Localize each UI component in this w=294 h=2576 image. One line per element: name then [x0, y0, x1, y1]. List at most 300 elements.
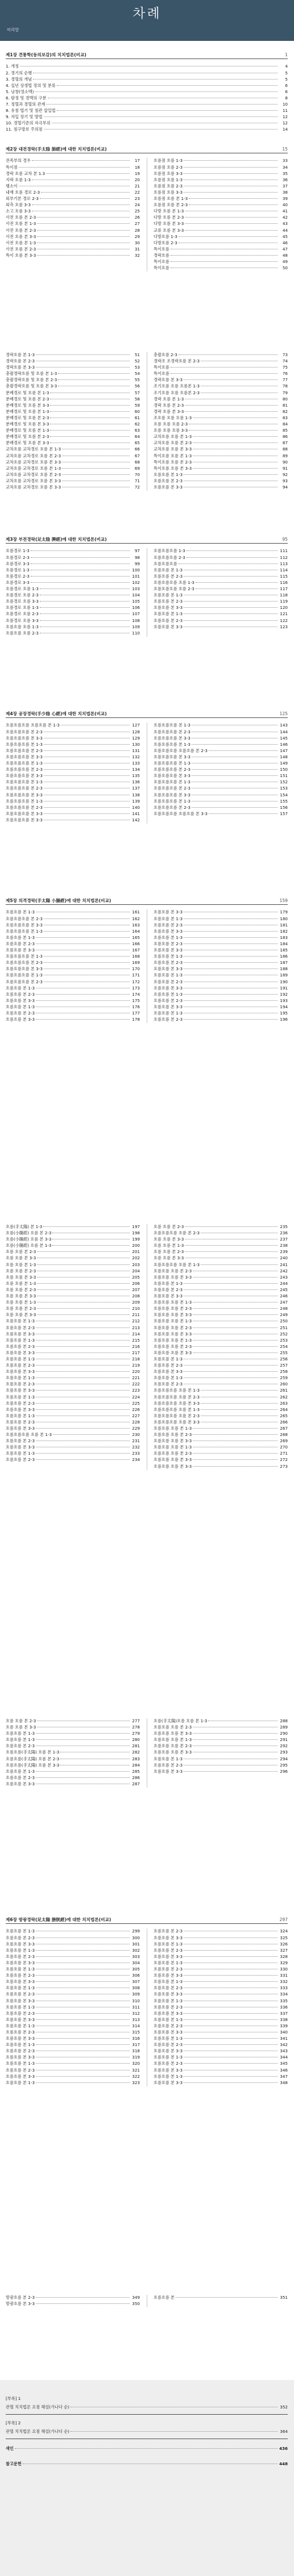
toc-entry[interactable]: [154, 383, 288, 390]
toc-entry[interactable]: [6, 120, 288, 127]
toc-entry[interactable]: [6, 1375, 140, 1381]
toc-entry[interactable]: [154, 960, 288, 966]
toc-entry[interactable]: [6, 1293, 140, 1300]
toc-entry[interactable]: [6, 916, 140, 922]
toc-entry[interactable]: [6, 1451, 140, 1457]
toc-entry[interactable]: [154, 1743, 288, 1750]
toc-entry[interactable]: [154, 723, 288, 729]
toc-entry[interactable]: [154, 485, 288, 491]
toc-entry[interactable]: [154, 786, 288, 792]
toc-entry[interactable]: [154, 805, 288, 811]
toc-entry[interactable]: [154, 1426, 288, 1432]
toc-entry[interactable]: [154, 909, 288, 916]
toc-entry[interactable]: [154, 371, 288, 377]
toc-entry[interactable]: [6, 548, 140, 554]
toc-entry[interactable]: [154, 1312, 288, 1318]
toc-entry[interactable]: [6, 177, 140, 183]
toc-entry[interactable]: [154, 1451, 288, 1457]
toc-entry[interactable]: [6, 228, 140, 234]
toc-entry[interactable]: [154, 599, 288, 605]
toc-entry[interactable]: [6, 748, 140, 754]
toc-entry[interactable]: [6, 1438, 140, 1444]
toc-entry[interactable]: [6, 2048, 140, 2055]
toc-entry[interactable]: [6, 1356, 140, 1363]
toc-entry[interactable]: [6, 1769, 140, 1775]
toc-entry[interactable]: [6, 1331, 140, 1338]
toc-entry[interactable]: [154, 916, 288, 922]
toc-entry[interactable]: [6, 1756, 140, 1763]
toc-entry[interactable]: [6, 365, 140, 371]
toc-entry[interactable]: [6, 127, 288, 133]
toc-entry[interactable]: [6, 421, 140, 428]
toc-entry[interactable]: [6, 611, 140, 617]
toc-entry[interactable]: [154, 624, 288, 631]
toc-entry[interactable]: [6, 555, 140, 561]
toc-entry[interactable]: [6, 1725, 140, 1731]
toc-entry[interactable]: [6, 1967, 140, 1973]
toc-entry[interactable]: [154, 240, 288, 247]
toc-entry[interactable]: [154, 922, 288, 929]
toc-entry[interactable]: [154, 1750, 288, 1756]
chapter-5-title[interactable]: [6, 898, 288, 905]
toc-entry[interactable]: [154, 202, 288, 208]
toc-entry[interactable]: [6, 1407, 140, 1413]
toc-entry[interactable]: [6, 240, 140, 247]
toc-entry[interactable]: [6, 358, 140, 365]
toc-entry[interactable]: [154, 1369, 288, 1375]
toc-entry[interactable]: [154, 779, 288, 786]
toc-entry[interactable]: [154, 1224, 288, 1230]
toc-entry[interactable]: [6, 1275, 140, 1281]
toc-entry[interactable]: [6, 1262, 140, 1268]
toc-entry[interactable]: [154, 1725, 288, 1731]
toc-entry[interactable]: [154, 761, 288, 767]
toc-entry[interactable]: [6, 1973, 140, 1979]
toc-entry[interactable]: [154, 358, 288, 365]
toc-entry[interactable]: [154, 158, 288, 164]
toc-entry[interactable]: [154, 2030, 288, 2036]
toc-entry[interactable]: [154, 440, 288, 446]
toc-entry[interactable]: [6, 2011, 140, 2017]
toc-entry[interactable]: [154, 265, 288, 272]
toc-entry[interactable]: [154, 1300, 288, 1306]
toc-entry[interactable]: [154, 434, 288, 440]
toc-entry[interactable]: [154, 1985, 288, 1992]
toc-entry[interactable]: [6, 202, 140, 208]
toc-entry[interactable]: [154, 415, 288, 421]
toc-entry[interactable]: [6, 390, 140, 396]
toc-entry[interactable]: [154, 1979, 288, 1985]
toc-entry[interactable]: [6, 2023, 140, 2030]
toc-entry[interactable]: [6, 817, 140, 824]
toc-entry[interactable]: [6, 377, 140, 383]
toc-entry[interactable]: [154, 1325, 288, 1331]
toc-entry[interactable]: [6, 2429, 288, 2437]
toc-entry[interactable]: [154, 1998, 288, 2005]
toc-entry[interactable]: [6, 998, 140, 1004]
toc-entry[interactable]: [6, 1369, 140, 1375]
toc-entry[interactable]: [6, 171, 140, 177]
toc-entry[interactable]: [154, 1928, 288, 1935]
toc-entry[interactable]: [154, 177, 288, 183]
toc-entry[interactable]: [6, 2042, 140, 2048]
toc-entry[interactable]: [154, 453, 288, 460]
toc-entry[interactable]: [6, 1948, 140, 1954]
toc-entry[interactable]: [154, 247, 288, 253]
toc-entry[interactable]: [6, 453, 140, 460]
toc-entry[interactable]: [6, 1338, 140, 1344]
toc-entry[interactable]: [154, 966, 288, 972]
toc-entry[interactable]: [6, 935, 140, 941]
toc-entry[interactable]: [154, 972, 288, 979]
toc-entry[interactable]: [6, 1718, 140, 1725]
toc-entry[interactable]: [154, 1237, 288, 1243]
toc-entry[interactable]: [6, 992, 140, 998]
toc-entry[interactable]: [154, 754, 288, 761]
toc-entry[interactable]: [6, 190, 140, 196]
toc-entry[interactable]: [154, 736, 288, 742]
toc-entry[interactable]: [6, 736, 140, 742]
toc-entry[interactable]: [6, 1306, 140, 1312]
toc-entry[interactable]: [6, 1287, 140, 1293]
toc-entry[interactable]: [154, 1769, 288, 1775]
toc-entry[interactable]: [154, 1287, 288, 1293]
toc-entry[interactable]: [154, 1011, 288, 1017]
toc-entry[interactable]: [154, 555, 288, 561]
toc-entry[interactable]: [6, 165, 140, 171]
toc-entry[interactable]: [6, 247, 140, 253]
toc-entry[interactable]: [154, 472, 288, 478]
toc-entry[interactable]: [6, 1255, 140, 1262]
toc-entry[interactable]: [6, 1737, 140, 1743]
toc-entry[interactable]: [6, 196, 140, 202]
toc-entry[interactable]: [154, 2005, 288, 2011]
toc-entry[interactable]: [6, 460, 140, 466]
toc-entry[interactable]: [6, 208, 140, 215]
toc-entry[interactable]: [6, 2055, 140, 2061]
toc-entry[interactable]: [154, 1262, 288, 1268]
toc-entry[interactable]: [154, 1350, 288, 1356]
toc-entry[interactable]: [154, 1992, 288, 1998]
toc-entry[interactable]: [6, 1979, 140, 1985]
toc-entry[interactable]: [154, 1306, 288, 1312]
toc-entry[interactable]: [6, 1388, 140, 1394]
toc-entry[interactable]: [6, 586, 140, 592]
toc-entry[interactable]: [154, 403, 288, 409]
toc-entry[interactable]: [154, 748, 288, 754]
toc-entry[interactable]: [6, 89, 288, 95]
toc-entry[interactable]: [154, 1344, 288, 1350]
toc-entry[interactable]: [154, 183, 288, 190]
toc-entry[interactable]: [6, 1928, 140, 1935]
toc-entry[interactable]: [154, 773, 288, 779]
toc-entry[interactable]: [6, 2446, 288, 2454]
toc-entry[interactable]: [6, 352, 140, 358]
toc-entry[interactable]: [154, 352, 288, 358]
toc-entry[interactable]: [6, 1781, 140, 1788]
toc-entry[interactable]: [6, 466, 140, 472]
toc-entry[interactable]: [154, 1413, 288, 1419]
toc-entry[interactable]: [154, 998, 288, 1004]
toc-entry[interactable]: [154, 2042, 288, 2048]
toc-entry[interactable]: [154, 446, 288, 453]
toc-entry[interactable]: [154, 1737, 288, 1743]
toc-entry[interactable]: [154, 478, 288, 485]
toc-entry[interactable]: [154, 1381, 288, 1388]
toc-entry[interactable]: [6, 561, 140, 567]
toc-entry[interactable]: [6, 221, 140, 227]
toc-entry[interactable]: [6, 754, 140, 761]
toc-entry[interactable]: [6, 409, 140, 415]
toc-entry[interactable]: [6, 580, 140, 586]
toc-entry[interactable]: [154, 1464, 288, 1470]
toc-entry[interactable]: [154, 729, 288, 736]
toc-entry[interactable]: [6, 2030, 140, 2036]
toc-entry[interactable]: [154, 742, 288, 748]
toc-entry[interactable]: [6, 960, 140, 966]
toc-entry[interactable]: [154, 1718, 288, 1725]
toc-entry[interactable]: [154, 548, 288, 554]
toc-entry[interactable]: [6, 1281, 140, 1287]
toc-entry[interactable]: [154, 574, 288, 580]
toc-entry[interactable]: [154, 592, 288, 599]
toc-entry[interactable]: [154, 234, 288, 240]
toc-entry[interactable]: [6, 2036, 140, 2042]
toc-entry[interactable]: [6, 95, 288, 102]
toc-entry[interactable]: [154, 1438, 288, 1444]
toc-entry[interactable]: [154, 986, 288, 992]
toc-entry[interactable]: [154, 1268, 288, 1275]
toc-entry[interactable]: [6, 215, 140, 221]
toc-entry[interactable]: [6, 2074, 140, 2080]
toc-entry[interactable]: [6, 773, 140, 779]
toc-entry[interactable]: [6, 909, 140, 916]
toc-entry[interactable]: [154, 1432, 288, 1438]
toc-entry[interactable]: [154, 2011, 288, 2017]
toc-entry[interactable]: [6, 1350, 140, 1356]
toc-entry[interactable]: [154, 253, 288, 259]
toc-entry[interactable]: [6, 2080, 140, 2086]
toc-entry[interactable]: [6, 234, 140, 240]
toc-entry[interactable]: [6, 1413, 140, 1419]
toc-entry[interactable]: [154, 954, 288, 960]
toc-entry[interactable]: [6, 2295, 140, 2301]
toc-entry[interactable]: [6, 1249, 140, 1255]
toc-entry[interactable]: [154, 1243, 288, 1249]
toc-entry[interactable]: [6, 253, 140, 259]
toc-entry[interactable]: [6, 1363, 140, 1369]
toc-entry[interactable]: [154, 561, 288, 567]
toc-entry[interactable]: [6, 1731, 140, 1737]
toc-entry[interactable]: [6, 1942, 140, 1948]
toc-entry[interactable]: [6, 786, 140, 792]
toc-entry[interactable]: [154, 1935, 288, 1942]
toc-entry[interactable]: [154, 171, 288, 177]
toc-entry[interactable]: [6, 77, 288, 83]
toc-entry[interactable]: [6, 1954, 140, 1960]
chapter-3-title[interactable]: [6, 537, 288, 544]
toc-entry[interactable]: [154, 377, 288, 383]
toc-entry[interactable]: [6, 811, 140, 817]
toc-entry[interactable]: [6, 742, 140, 748]
toc-entry[interactable]: [154, 2023, 288, 2030]
toc-entry[interactable]: [154, 1004, 288, 1011]
toc-entry[interactable]: [154, 2061, 288, 2067]
toc-entry[interactable]: [6, 1985, 140, 1992]
toc-entry[interactable]: [6, 1960, 140, 1967]
toc-entry[interactable]: [6, 922, 140, 929]
toc-entry[interactable]: [6, 2068, 140, 2074]
toc-entry[interactable]: [6, 114, 288, 120]
toc-entry[interactable]: [154, 1017, 288, 1023]
chapter-6-title[interactable]: [6, 1917, 288, 1924]
toc-entry[interactable]: [154, 947, 288, 954]
toc-entry[interactable]: [154, 1375, 288, 1381]
toc-entry[interactable]: [154, 1293, 288, 1300]
toc-entry[interactable]: [6, 1457, 140, 1463]
toc-entry[interactable]: [6, 979, 140, 986]
chapter-2-title[interactable]: [6, 147, 288, 153]
toc-entry[interactable]: [154, 567, 288, 574]
toc-entry[interactable]: [6, 1426, 140, 1432]
toc-entry[interactable]: [154, 1954, 288, 1960]
toc-entry[interactable]: [154, 1973, 288, 1979]
toc-entry[interactable]: [6, 941, 140, 947]
toc-entry[interactable]: [6, 1300, 140, 1306]
toc-entry[interactable]: [154, 799, 288, 805]
toc-entry[interactable]: [6, 605, 140, 611]
toc-entry[interactable]: [154, 586, 288, 592]
toc-entry[interactable]: [6, 403, 140, 409]
toc-entry[interactable]: [6, 779, 140, 786]
toc-entry[interactable]: [154, 1967, 288, 1973]
toc-entry[interactable]: [6, 723, 140, 729]
toc-entry[interactable]: [154, 2017, 288, 2023]
toc-entry[interactable]: [6, 1381, 140, 1388]
toc-entry[interactable]: [154, 466, 288, 472]
toc-entry[interactable]: [154, 1388, 288, 1394]
chapter-4-title[interactable]: [6, 711, 288, 718]
toc-entry[interactable]: [154, 1407, 288, 1413]
toc-entry[interactable]: [6, 108, 288, 114]
toc-entry[interactable]: [6, 966, 140, 972]
toc-entry[interactable]: [6, 631, 140, 637]
toc-entry[interactable]: [154, 221, 288, 227]
toc-entry[interactable]: [6, 415, 140, 421]
toc-entry[interactable]: [6, 2017, 140, 2023]
toc-entry[interactable]: [154, 605, 288, 611]
toc-entry[interactable]: [6, 371, 140, 377]
toc-entry[interactable]: [6, 1318, 140, 1325]
toc-entry[interactable]: [154, 1356, 288, 1363]
toc-entry[interactable]: [154, 1275, 288, 1281]
toc-entry[interactable]: [154, 208, 288, 215]
toc-entry[interactable]: [154, 1249, 288, 1255]
toc-entry[interactable]: [154, 1338, 288, 1344]
toc-entry[interactable]: [6, 2061, 140, 2067]
toc-entry[interactable]: [6, 567, 140, 574]
toc-entry[interactable]: [154, 611, 288, 617]
toc-entry[interactable]: [6, 2420, 288, 2429]
toc-entry[interactable]: [6, 485, 140, 491]
toc-entry[interactable]: [154, 1763, 288, 1769]
toc-entry[interactable]: [154, 1281, 288, 1287]
toc-entry[interactable]: [154, 1255, 288, 1262]
toc-entry[interactable]: [154, 409, 288, 415]
toc-entry[interactable]: [6, 2301, 140, 2307]
toc-entry[interactable]: [154, 460, 288, 466]
chapter-1-title[interactable]: [6, 52, 288, 59]
toc-entry[interactable]: [6, 1395, 140, 1401]
toc-entry[interactable]: [6, 767, 140, 773]
toc-entry[interactable]: [6, 2461, 288, 2470]
toc-entry[interactable]: [6, 472, 140, 478]
toc-entry[interactable]: [6, 574, 140, 580]
toc-entry[interactable]: [6, 1432, 140, 1438]
toc-entry[interactable]: [6, 929, 140, 935]
toc-entry[interactable]: [6, 1230, 140, 1237]
toc-entry[interactable]: [154, 618, 288, 624]
toc-entry[interactable]: [154, 2074, 288, 2080]
toc-entry[interactable]: [6, 1935, 140, 1942]
toc-entry[interactable]: [154, 1401, 288, 1407]
toc-entry[interactable]: [6, 599, 140, 605]
toc-entry[interactable]: [154, 1395, 288, 1401]
toc-entry[interactable]: [154, 811, 288, 817]
toc-entry[interactable]: [154, 1457, 288, 1463]
toc-entry[interactable]: [154, 1444, 288, 1451]
toc-entry[interactable]: [154, 992, 288, 998]
toc-entry[interactable]: [154, 580, 288, 586]
toc-entry[interactable]: [6, 1312, 140, 1318]
toc-entry[interactable]: [6, 440, 140, 446]
toc-entry[interactable]: [6, 1419, 140, 1426]
toc-entry[interactable]: [154, 2295, 288, 2301]
toc-entry[interactable]: [154, 1318, 288, 1325]
toc-entry[interactable]: [154, 1331, 288, 1338]
toc-entry[interactable]: [6, 70, 288, 77]
toc-entry[interactable]: [6, 1444, 140, 1451]
toc-entry[interactable]: [154, 1942, 288, 1948]
toc-entry[interactable]: [154, 792, 288, 799]
toc-entry[interactable]: [6, 1224, 140, 1230]
toc-entry[interactable]: [6, 1775, 140, 1781]
toc-entry[interactable]: [6, 2396, 288, 2404]
toc-entry[interactable]: [6, 1750, 140, 1756]
toc-entry[interactable]: [154, 396, 288, 403]
toc-entry[interactable]: [6, 434, 140, 440]
toc-entry[interactable]: [6, 592, 140, 599]
toc-entry[interactable]: [154, 929, 288, 935]
toc-entry[interactable]: [6, 64, 288, 70]
toc-entry[interactable]: [6, 102, 288, 108]
toc-entry[interactable]: [6, 1237, 140, 1243]
toc-entry[interactable]: [154, 2068, 288, 2074]
toc-entry[interactable]: [154, 1960, 288, 1967]
toc-entry[interactable]: [6, 1998, 140, 2005]
toc-entry[interactable]: [6, 158, 140, 164]
toc-entry[interactable]: [154, 228, 288, 234]
toc-entry[interactable]: [154, 259, 288, 265]
toc-entry[interactable]: [6, 792, 140, 799]
toc-entry[interactable]: [6, 83, 288, 89]
toc-entry[interactable]: [154, 2036, 288, 2042]
toc-entry[interactable]: [154, 1731, 288, 1737]
toc-entry[interactable]: [6, 761, 140, 767]
toc-entry[interactable]: [6, 183, 140, 190]
toc-entry[interactable]: [6, 1268, 140, 1275]
toc-entry[interactable]: [154, 935, 288, 941]
